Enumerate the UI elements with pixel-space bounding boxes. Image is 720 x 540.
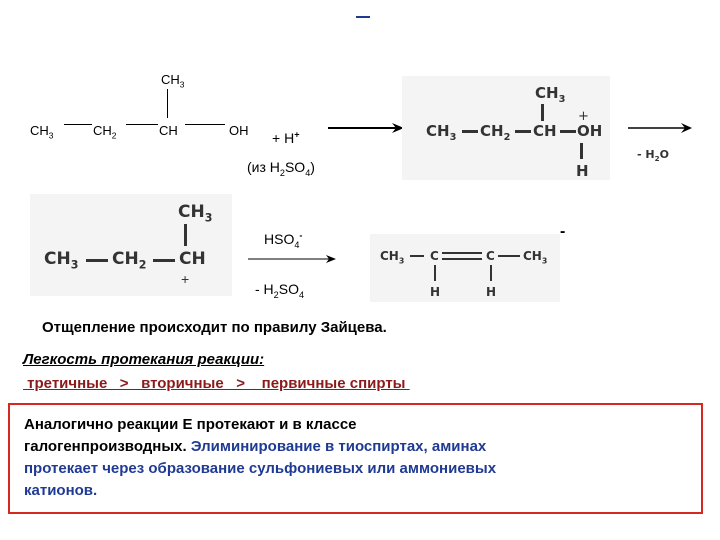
note-box	[8, 403, 703, 514]
oxonium-bond-h	[580, 143, 583, 159]
zaitsev-rule: Отщепление происходит по правилу Зайцева.	[42, 319, 387, 336]
oxonium-bond-vertical	[541, 104, 544, 121]
carbocation-ch3-top: $CH_3$	[178, 202, 213, 225]
alkene-double-bond-a	[442, 252, 482, 254]
proton-label: + H+	[272, 129, 300, 146]
note-text	[24, 414, 694, 502]
title-dash	[356, 16, 370, 18]
alkene-double-bond-b	[442, 258, 482, 260]
alcohol-bond-2	[126, 124, 158, 125]
alcohol-ch3-left: $CH_3$	[30, 123, 54, 141]
note-line-4: катионов.	[24, 482, 98, 499]
acid-source-label: (из $H_2SO_4$)	[247, 159, 315, 178]
oxonium-ch3-left: $CH_3$	[426, 122, 457, 143]
acid-loss-label: - $H_2SO_4$	[255, 281, 305, 300]
arrow-1	[328, 122, 404, 134]
alkene-ch3-left: $CH_3$	[380, 249, 405, 266]
alcohol-ch: CH	[159, 123, 178, 138]
alcohol-ch3-top: $CH_3$	[161, 72, 185, 90]
alcohol-bond-3	[185, 124, 225, 125]
alkene-h2: H	[486, 285, 497, 299]
oxonium-bond-2	[515, 130, 531, 133]
oxonium-h: H	[576, 162, 589, 180]
note-line-3: протекает через образование сульфониевых или аммониевых	[24, 460, 497, 477]
alkene-c1: C	[430, 249, 439, 263]
carbocation-bond-2	[153, 259, 175, 262]
oxonium-ch3-top: $CH_3$	[535, 84, 566, 105]
carbocation-ch3-left: $CH_3$	[44, 249, 79, 272]
oxonium-ch: CH	[533, 122, 557, 140]
oxonium-ch2: $CH_2$	[480, 122, 511, 143]
carbocation-bond-1	[86, 259, 108, 262]
alkene-c2: C	[486, 249, 495, 263]
alcohol-bond-1	[64, 124, 92, 125]
alkene-ch3-right: $CH_3$	[523, 249, 548, 266]
carbocation-charge: +	[181, 271, 190, 287]
alcohol-bond-vertical	[167, 89, 168, 118]
ease-title: Легкость протекания реакции:	[23, 351, 265, 368]
arrow-3	[248, 254, 336, 264]
alkene-panel	[370, 234, 560, 302]
oxonium-bond-3	[560, 130, 576, 133]
carbocation-bond-vertical	[184, 224, 187, 246]
oxonium-oh: OH	[577, 122, 603, 140]
alkene-mark: -	[560, 223, 566, 240]
alkene-bond-h2	[490, 265, 492, 281]
ease-series: третичные > вторичные > первичные спирты	[23, 375, 410, 392]
water-loss-label: - $H_2O$	[637, 148, 669, 164]
carbocation-ch2: $CH_2$	[112, 249, 147, 272]
base-label: $HSO_4^-$	[264, 230, 303, 250]
oxonium-bond-1	[462, 130, 478, 133]
note-line-1: Аналогично реакции Е протекают и в классе	[24, 416, 357, 433]
note-line-2: галогенпроизводных. Элиминирование в тиоспиртах, аминах	[24, 438, 487, 455]
alcohol-oh: OH	[229, 123, 249, 138]
alkene-bond-h1	[434, 265, 436, 281]
oxonium-charge: +	[578, 109, 589, 124]
alkene-h1: H	[430, 285, 441, 299]
arrow-2	[628, 122, 692, 134]
alkene-bond-2	[498, 255, 520, 257]
alkene-bond-1	[410, 255, 424, 257]
carbocation-ch: CH	[179, 249, 206, 269]
alcohol-ch2: $CH_2$	[93, 123, 117, 141]
